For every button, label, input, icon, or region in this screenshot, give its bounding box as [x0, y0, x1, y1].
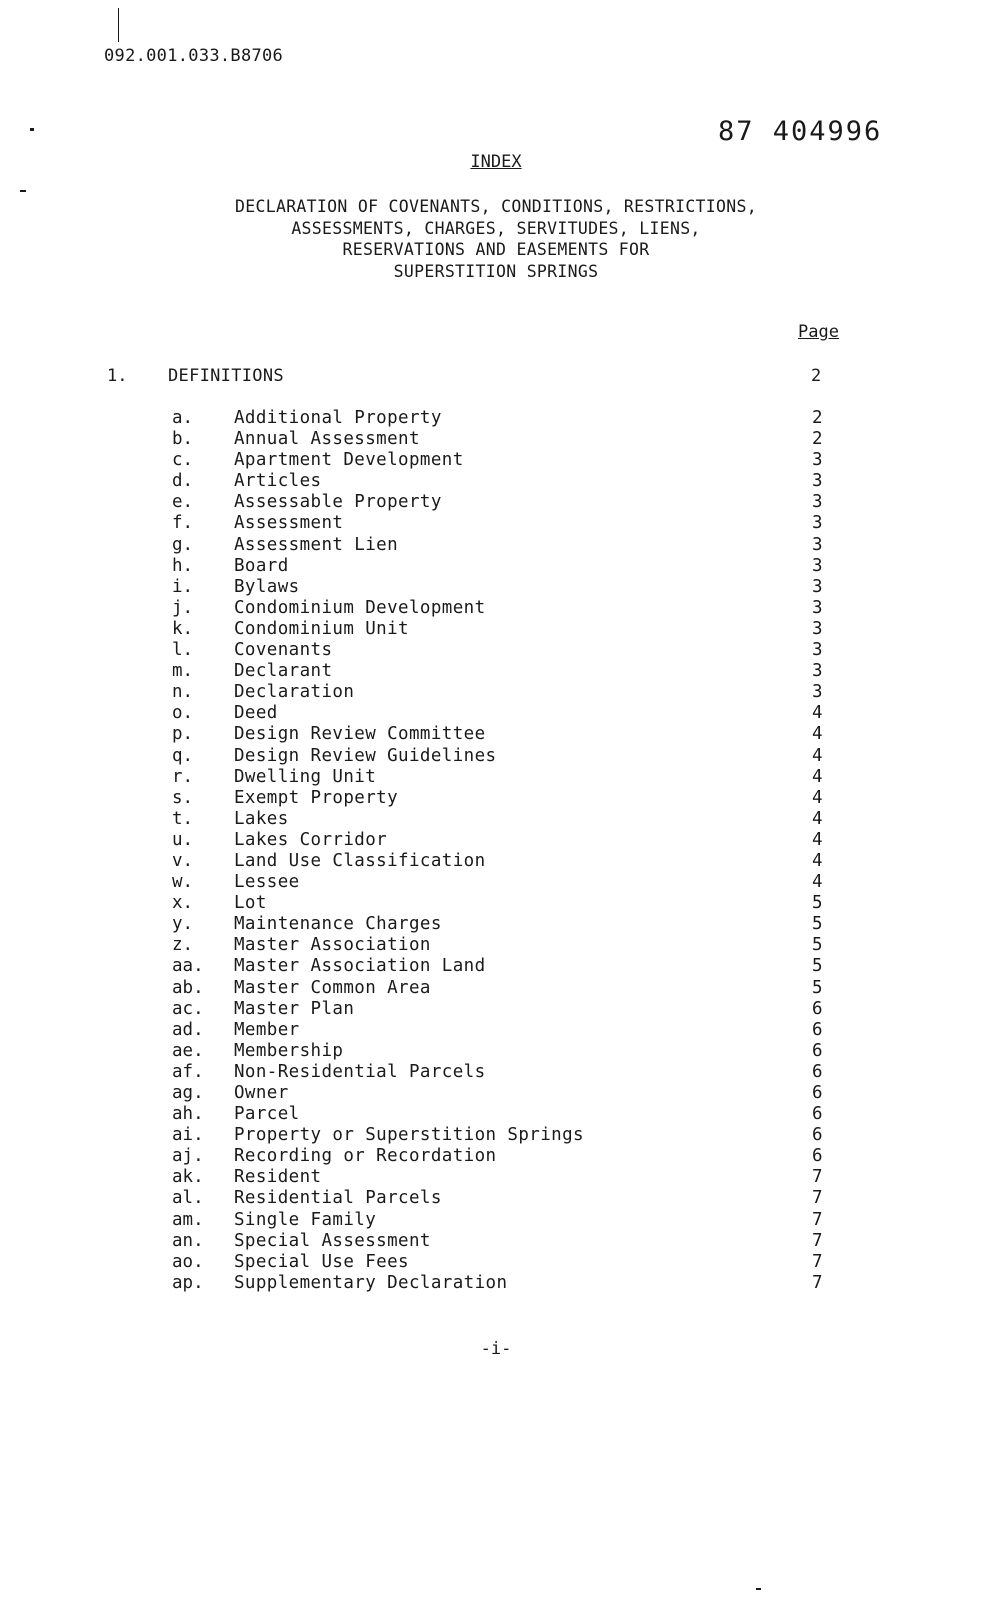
list-item: [0, 1188, 992, 1209]
item-letter: m.: [172, 661, 194, 682]
item-term: Membership: [234, 1040, 344, 1061]
document-title: [146, 196, 846, 282]
item-letter: q.: [172, 745, 194, 766]
item-page-number: 7: [812, 1230, 823, 1251]
item-letter: an.: [172, 1230, 204, 1251]
item-page-number: 6: [812, 1083, 823, 1103]
item-letter: a.: [172, 408, 194, 428]
list-item: [0, 1041, 992, 1062]
item-letter: x.: [172, 893, 194, 914]
item-letter: af.: [172, 1061, 204, 1082]
item-term: Additional Property: [234, 408, 442, 428]
item-page-number: 3: [812, 618, 823, 639]
item-letter: ah.: [172, 1104, 204, 1125]
item-letter: ak.: [172, 1167, 204, 1188]
item-term: Covenants: [234, 640, 333, 661]
scan-mark: [756, 1588, 761, 1590]
item-term: Recording or Recordation: [234, 1146, 497, 1167]
item-letter: n.: [172, 682, 194, 703]
list-item: [0, 956, 992, 977]
list-item: [0, 830, 992, 851]
item-letter: f.: [172, 513, 194, 534]
item-page-number: 6: [812, 1061, 823, 1082]
item-page-number: 3: [812, 492, 823, 513]
item-page-number: 4: [812, 724, 823, 745]
definitions-list: [0, 408, 992, 1294]
item-letter: u.: [172, 829, 194, 850]
item-page-number: 4: [812, 872, 823, 893]
item-letter: s.: [172, 787, 194, 808]
title-line: RESERVATIONS AND EASEMENTS FOR: [342, 240, 650, 259]
item-letter: aj.: [172, 1146, 204, 1167]
item-letter: aa.: [172, 956, 204, 977]
document-id: 092.001.033.B8706: [104, 46, 284, 66]
list-item: [0, 535, 992, 556]
item-term: Maintenance Charges: [234, 914, 442, 935]
item-page-number: 4: [812, 850, 823, 871]
section-title: DEFINITIONS: [168, 366, 284, 386]
item-letter: ao.: [172, 1251, 204, 1272]
item-page-number: 3: [812, 555, 823, 576]
list-item: [0, 1146, 992, 1167]
item-term: Master Association: [234, 935, 431, 956]
list-item: [0, 492, 992, 513]
item-term: Assessable Property: [234, 492, 442, 513]
item-page-number: 3: [812, 576, 823, 597]
list-item: [0, 746, 992, 767]
item-letter: ag.: [172, 1083, 204, 1103]
list-item: [0, 703, 992, 724]
item-term: Resident: [234, 1167, 322, 1188]
item-letter: d.: [172, 471, 194, 492]
list-item: [0, 640, 992, 661]
list-item: [0, 872, 992, 893]
item-letter: ap.: [172, 1272, 204, 1293]
list-item: [0, 556, 992, 577]
list-item: [0, 471, 992, 492]
item-page-number: 6: [812, 1019, 823, 1040]
item-page-number: 6: [812, 998, 823, 1019]
list-item: [0, 619, 992, 640]
item-page-number: 3: [812, 471, 823, 492]
item-term: Lakes: [234, 808, 289, 829]
item-letter: y.: [172, 914, 194, 935]
item-term: Non-Residential Parcels: [234, 1061, 486, 1082]
list-item: [0, 788, 992, 809]
title-line: DECLARATION OF COVENANTS, CONDITIONS, RESTRICTIONS,: [235, 197, 757, 216]
list-item: [0, 851, 992, 872]
item-letter: v.: [172, 850, 194, 871]
item-term: Property or Superstition Springs: [234, 1125, 584, 1146]
item-page-number: 4: [812, 766, 823, 787]
item-letter: r.: [172, 766, 194, 787]
item-term: Assessment: [234, 513, 344, 534]
item-letter: p.: [172, 724, 194, 745]
item-term: Declaration: [234, 682, 355, 703]
item-letter: am.: [172, 1209, 204, 1230]
item-term: Special Use Fees: [234, 1251, 409, 1272]
list-item: [0, 978, 992, 999]
item-term: Owner: [234, 1083, 289, 1103]
item-page-number: 5: [812, 893, 823, 914]
index-title: INDEX: [470, 152, 522, 172]
item-page-number: 4: [812, 703, 823, 724]
item-page-number: 6: [812, 1104, 823, 1125]
item-page-number: 6: [812, 1040, 823, 1061]
item-term: Parcel: [234, 1104, 300, 1125]
item-term: Apartment Development: [234, 450, 464, 471]
item-term: Condominium Unit: [234, 618, 409, 639]
item-letter: b.: [172, 429, 194, 450]
item-page-number: 5: [812, 956, 823, 977]
item-term: Assessment Lien: [234, 534, 399, 555]
item-term: Design Review Guidelines: [234, 745, 497, 766]
item-page-number: 5: [812, 914, 823, 935]
item-term: Declarant: [234, 661, 333, 682]
item-letter: l.: [172, 640, 194, 661]
item-term: Master Association Land: [234, 956, 486, 977]
item-term: Exempt Property: [234, 787, 399, 808]
item-page-number: 3: [812, 682, 823, 703]
list-item: [0, 429, 992, 450]
item-letter: ae.: [172, 1040, 204, 1061]
item-term: Board: [234, 555, 289, 576]
list-item: [0, 1273, 992, 1294]
page-footer-number: -i-: [480, 1339, 512, 1359]
list-item: [0, 914, 992, 935]
list-item: [0, 577, 992, 598]
item-letter: e.: [172, 492, 194, 513]
item-page-number: 3: [812, 534, 823, 555]
list-item: [0, 724, 992, 745]
list-item: [0, 935, 992, 956]
item-term: Supplementary Declaration: [234, 1272, 508, 1293]
list-item: [0, 1125, 992, 1146]
item-page-number: 2: [812, 408, 823, 428]
item-letter: k.: [172, 618, 194, 639]
list-item: [0, 767, 992, 788]
list-item: [0, 598, 992, 619]
item-term: Lot: [234, 893, 267, 914]
section-number: 1.: [107, 366, 128, 386]
item-page-number: 4: [812, 787, 823, 808]
item-letter: ab.: [172, 977, 204, 998]
title-line: ASSESSMENTS, CHARGES, SERVITUDES, LIENS,: [291, 218, 701, 238]
list-item: [0, 1020, 992, 1041]
item-page-number: 6: [812, 1146, 823, 1167]
scan-mark: [20, 190, 26, 192]
item-term: Articles: [234, 471, 322, 492]
list-item: [0, 661, 992, 682]
item-page-number: 4: [812, 829, 823, 850]
item-term: Single Family: [234, 1209, 377, 1230]
item-term: Residential Parcels: [234, 1188, 442, 1209]
item-letter: g.: [172, 534, 194, 555]
item-term: Bylaws: [234, 576, 300, 597]
list-item: [0, 999, 992, 1020]
item-term: Master Plan: [234, 998, 355, 1019]
list-item: [0, 1231, 992, 1252]
item-page-number: 7: [812, 1209, 823, 1230]
item-page-number: 3: [812, 661, 823, 682]
section-page-number: 2: [811, 366, 822, 386]
item-term: Condominium Development: [234, 597, 486, 618]
item-page-number: 7: [812, 1167, 823, 1188]
list-item: [0, 450, 992, 471]
item-term: Member: [234, 1019, 300, 1040]
recording-number: 87 404996: [718, 116, 883, 147]
scan-mark: [30, 128, 34, 131]
item-page-number: 6: [812, 1125, 823, 1146]
page-column-header: Page: [798, 322, 839, 342]
item-page-number: 5: [812, 977, 823, 998]
item-letter: w.: [172, 872, 194, 893]
item-term: Dwelling Unit: [234, 766, 377, 787]
item-term: Lakes Corridor: [234, 829, 388, 850]
scan-mark: [118, 8, 119, 42]
list-item: [0, 408, 992, 429]
item-letter: c.: [172, 450, 194, 471]
item-term: Master Common Area: [234, 977, 431, 998]
item-term: Special Assessment: [234, 1230, 431, 1251]
item-term: Annual Assessment: [234, 429, 420, 450]
list-item: [0, 1167, 992, 1188]
item-page-number: 7: [812, 1188, 823, 1209]
item-page-number: 5: [812, 935, 823, 956]
list-item: [0, 1210, 992, 1231]
item-letter: z.: [172, 935, 194, 956]
list-item: [0, 1083, 992, 1104]
item-page-number: 4: [812, 808, 823, 829]
item-letter: ai.: [172, 1125, 204, 1146]
item-term: Design Review Committee: [234, 724, 486, 745]
item-page-number: 3: [812, 513, 823, 534]
item-letter: al.: [172, 1188, 204, 1209]
item-term: Lessee: [234, 872, 300, 893]
list-item: [0, 1252, 992, 1273]
item-letter: j.: [172, 597, 194, 618]
item-page-number: 3: [812, 450, 823, 471]
item-letter: h.: [172, 555, 194, 576]
list-item: [0, 682, 992, 703]
item-letter: t.: [172, 808, 194, 829]
item-term: Land Use Classification: [234, 850, 486, 871]
list-item: [0, 1104, 992, 1125]
item-letter: ac.: [172, 998, 204, 1019]
list-item: [0, 893, 992, 914]
item-page-number: 2: [812, 429, 823, 450]
item-letter: i.: [172, 576, 194, 597]
item-letter: o.: [172, 703, 194, 724]
item-page-number: 3: [812, 597, 823, 618]
item-page-number: 3: [812, 640, 823, 661]
list-item: [0, 809, 992, 830]
item-term: Deed: [234, 703, 278, 724]
title-line: SUPERSTITION SPRINGS: [393, 261, 599, 281]
item-page-number: 4: [812, 745, 823, 766]
item-page-number: 7: [812, 1272, 823, 1293]
list-item: [0, 1062, 992, 1083]
item-page-number: 7: [812, 1251, 823, 1272]
item-letter: ad.: [172, 1019, 204, 1040]
list-item: [0, 513, 992, 534]
